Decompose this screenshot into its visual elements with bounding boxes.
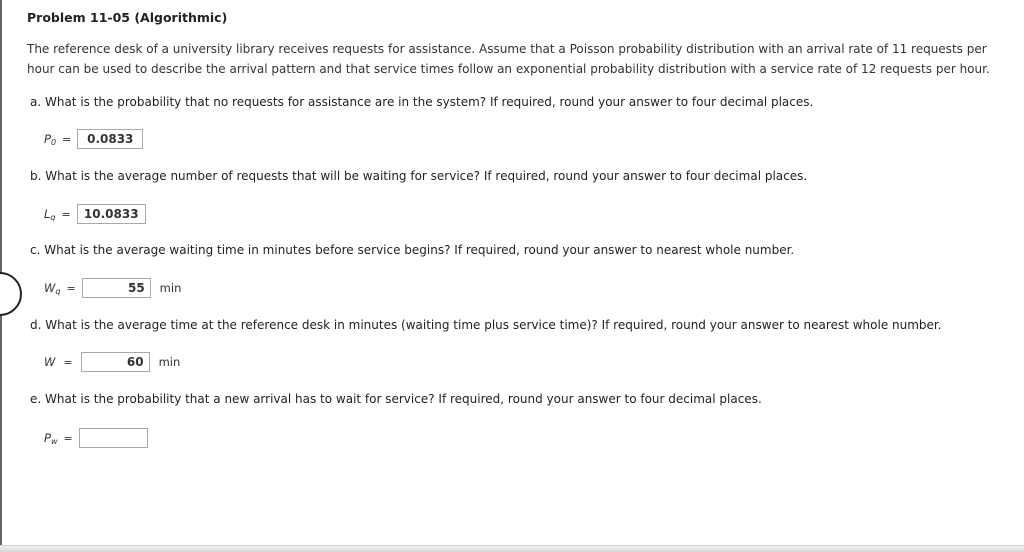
- question-a-text: a. What is the probability that no requests for assistance are in the system? If required, round your answer to four decimal places.: [30, 95, 814, 109]
- var-pw-sub: w: [50, 436, 58, 446]
- answer-row-e: [44, 427, 148, 449]
- equals-sign-d: =: [63, 355, 73, 369]
- var-p0-sub: 0: [50, 137, 57, 147]
- side-nav-toggle[interactable]: [0, 272, 22, 316]
- var-lq-label: [44, 207, 56, 222]
- equals-sign-c: =: [66, 281, 76, 295]
- var-p0-label: [44, 132, 56, 147]
- wq-answer-input[interactable]: 55: [82, 278, 151, 298]
- p0-answer-input[interactable]: 0.0833: [77, 129, 143, 149]
- question-d-text: d. What is the average time at the reference desk in minutes (waiting time plus service time)? If required, round your answer to nearest whole number.: [30, 318, 942, 332]
- equals-sign-e: =: [63, 431, 73, 445]
- var-w-label: [44, 355, 55, 370]
- unit-label-c: min: [159, 281, 182, 295]
- answer-row-c: [44, 277, 181, 299]
- w-answer-input[interactable]: 60: [81, 352, 150, 372]
- lq-answer-input[interactable]: 10.0833: [77, 204, 146, 224]
- answer-row-d: [44, 351, 180, 373]
- answer-row-a: [44, 128, 143, 150]
- var-wq-label: [44, 281, 60, 296]
- answer-row-b: [44, 203, 146, 225]
- problem-intro: The reference desk of a university library receives requests for assistance. Assume that a Poisson probability distribution with an arrival rate of 11 requests per hour can be used to describe the arrival pattern and that service times follow an exponential probability distribution with a service rate of 12 requests per hour.: [27, 42, 990, 76]
- problem-title: Problem 11-05 (Algorithmic): [27, 10, 228, 25]
- equals-sign-b: =: [61, 207, 71, 221]
- var-lq-sub: q: [50, 212, 56, 222]
- bottom-scroll-edge: [0, 545, 1024, 552]
- var-wq-main: W: [44, 280, 56, 295]
- var-lq-main: L: [44, 206, 51, 221]
- var-pw-main: P: [44, 430, 51, 445]
- question-e-text: e. What is the probability that a new arrival has to wait for service? If required, round your answer to four decimal places.: [30, 392, 762, 406]
- question-c-text: c. What is the average waiting time in minutes before service begins? If required, round your answer to nearest whole number.: [30, 243, 795, 257]
- var-w-main: W: [44, 354, 56, 369]
- question-b-text: b. What is the average number of requests that will be waiting for service? If required, round your answer to four decimal places.: [30, 169, 808, 183]
- equals-sign-a: =: [62, 132, 72, 146]
- unit-label-d: min: [158, 355, 181, 369]
- var-wq-sub: q: [55, 286, 61, 296]
- pw-answer-input[interactable]: [79, 428, 148, 448]
- var-p0-main: P: [44, 131, 51, 146]
- var-pw-label: [44, 431, 57, 446]
